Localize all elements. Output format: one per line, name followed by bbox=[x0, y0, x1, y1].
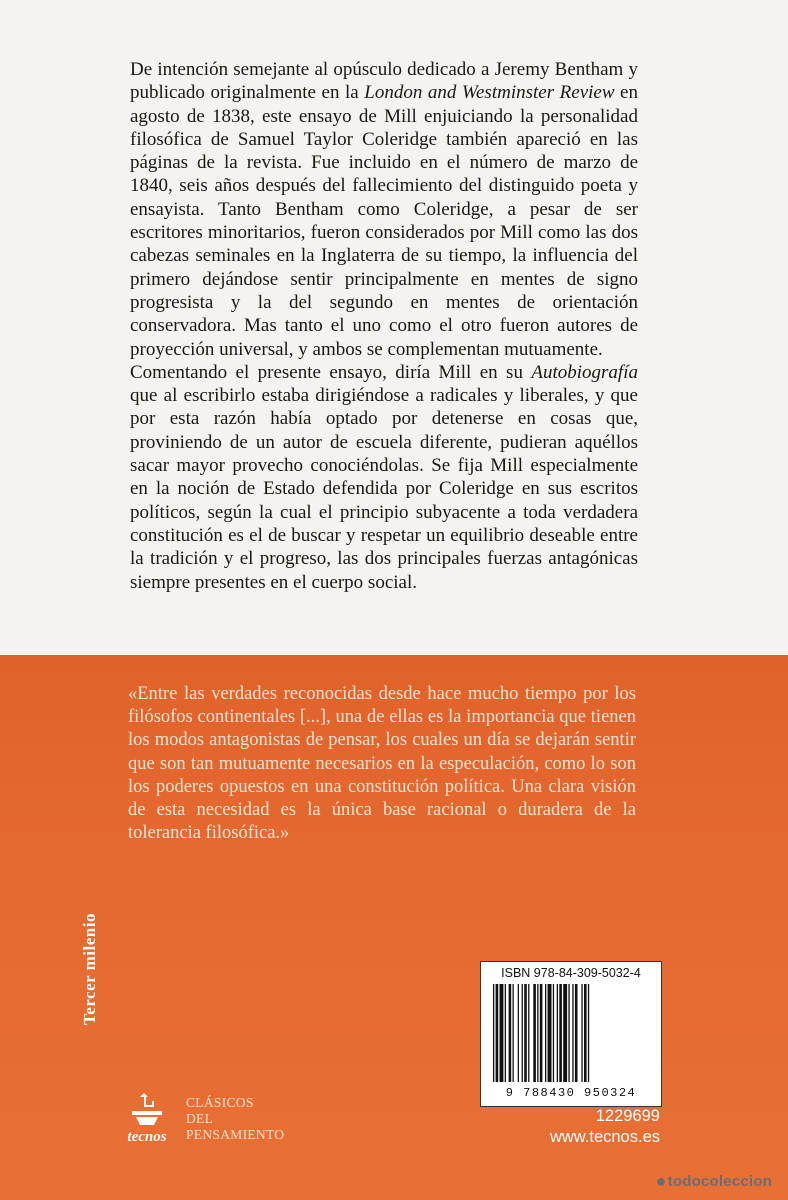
watermark: ●todocoleccion bbox=[655, 1171, 772, 1191]
watermark-dot-icon: ● bbox=[655, 1171, 667, 1191]
barcode-graphic bbox=[491, 984, 651, 1084]
synopsis-text bbox=[130, 58, 638, 594]
isbn-barcode bbox=[480, 961, 662, 1107]
isbn-label: ISBN 978-84-309-5032-4 bbox=[501, 966, 641, 980]
journal-title: London and Westminster Review bbox=[364, 82, 615, 104]
svg-text:tecnos: tecnos bbox=[127, 1129, 167, 1145]
synopsis-paragraph-1: De intención semejante al opúsculo dedicado a Jeremy Bentham y publicado originalmente en la London and Westminster Review en agosto de 1838, este ensayo de Mill enjuiciando la personalidad filosófica de Samuel Taylor Coleridge también apareció en las páginas de la revista. Fue incluido en el número de marzo de 1840, seis años después del fallecimiento del distinguido poeta y ensayista. Tanto Bentham como Coleridge, a pesar de ser escritores minoritarios, fueron considerados por Mill como las dos cabezas seminales en la Inglaterra de su tiempo, la influencia del primero dejándose sentir principalmente en mentes de signo progresista y la del segundo en mentes de orientación conservadora. Mas tanto el uno como el otro fueron autores de proyección universal, y ambos se complementan mutuamente. bbox=[130, 59, 638, 360]
synopsis-paragraph-2: Comentando el presente ensayo, diría Mill en su Autobiografía que al escribirlo estaba dirigiéndose a radicales y liberales, y que por esta razón había optado por detenerse en cosas que, proviniendo de un autor de escuela diferente, pudieran aquéllos sacar mayor provecho conociéndolas. Se fija Mill especialmente en la noción de Estado defendida por Coleridge en sus escritos políticos, según la cual el principio subyacente a toda verdadera constitución es el de buscar y respetar un equilibrio deseable entre la tradición y el progreso, las dos principales fuerzas antagónicas siempre presentes en el cuerpo social. bbox=[130, 361, 638, 593]
book-title: Autobiografía bbox=[531, 361, 638, 383]
orange-panel bbox=[0, 655, 788, 1200]
product-code: 1229699 bbox=[595, 1107, 660, 1125]
collection-name: CLÁSICOS DEL PENSAMIENTO bbox=[186, 1095, 285, 1142]
series-label: Tercer milenio bbox=[80, 913, 99, 1025]
quote-text: «Entre las verdades reconocidas desde hace mucho tiempo por los filósofos continentales [...], una de ellas es la importancia que tienen los modos antagonistas de pensar, los cuales un día se dejarán sentir que son tan mutuamente necesarios en la especulación, como lo son los poderes opuestos en una constitución política. Una clara visión de esta necesidad es la única base racional o duradera de la tolerancia filosófica.» bbox=[128, 684, 636, 844]
tecnos-logo bbox=[118, 1091, 176, 1147]
isbn-digits: 9 788430 950324 bbox=[505, 1086, 637, 1100]
website-link[interactable]: www.tecnos.es bbox=[549, 1128, 660, 1146]
